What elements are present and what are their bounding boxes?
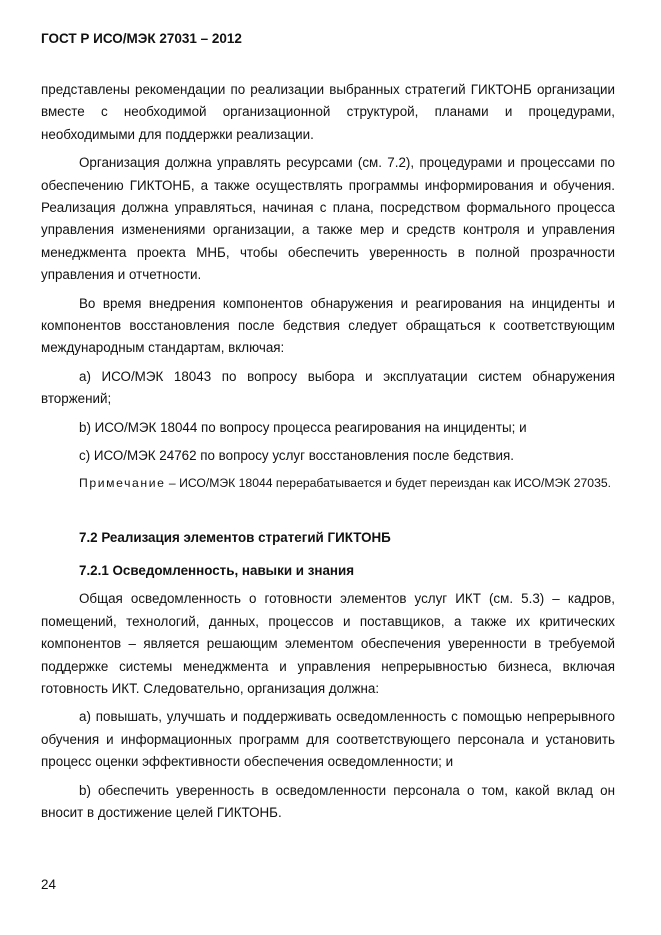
paragraph: Во время внедрения компонентов обнаружения и реагирования на инциденты и компонентов восстановления после бедствия следует обращаться к соответствующим международным стандартам, включая: bbox=[41, 295, 615, 356]
subsection-heading: 7.2.1 Осведомленность, навыки и знания bbox=[79, 562, 355, 578]
note-label: Примечание bbox=[79, 475, 166, 490]
list-item: а) ИСО/МЭК 18043 по вопросу выбора и эксплуатации систем обнаружения вторжений; bbox=[41, 368, 615, 407]
note-text: – ИСО/МЭК 18044 перерабатывается и будет переиздан как ИСО/МЭК 27035. bbox=[165, 475, 612, 490]
document-header: ГОСТ Р ИСО/МЭК 27031 – 2012 bbox=[41, 31, 242, 46]
list-item: а) повышать, улучшать и поддерживать осведомленность с помощью непрерывного обучения и информационных программ для соответствующего персонала и установить процесс оценки эффективности обеспечения осведомленности; и bbox=[41, 709, 615, 770]
paragraph: представлены рекомендации по реализации выбранных стратегий ГИКТОНБ организации вместе с необходимой организационной структурой, планами и процедурами, необходимыми для поддержки реализации. bbox=[41, 82, 615, 142]
section-heading: 7.2 Реализация элементов стратегий ГИКТОНБ bbox=[79, 529, 391, 545]
paragraph: Организация должна управлять ресурсами (см. 7.2), процедурами и процессами по обеспечению ГИКТОНБ, а также осуществлять программы информирования и обучения. Реализация должна управляться, начиная с плана, посредством формального процесса управления изменениями организации, а также мер и средств контроля и управления менеджмента проекта МНБ, чтобы обеспечить уверенность в полной прозрачности управления и отчетности. bbox=[41, 155, 615, 283]
list-item: c) ИСО/МЭК 24762 по вопросу услуг восстановления после бедствия. bbox=[79, 448, 514, 464]
list-item: b) ИСО/МЭК 18044 по вопросу процесса реагирования на инциденты; и bbox=[79, 419, 527, 435]
note bbox=[41, 472, 615, 494]
page-body bbox=[41, 79, 615, 824]
page-number: 24 bbox=[41, 877, 56, 892]
paragraph: Общая осведомленность о готовности элементов услуг ИКТ (см. 5.3) – кадров, помещений, технологий, данных, процессов и поставщиков, а также их критических компонентов – является решающим элементом обеспечения уверенности в требуемой поддержке системы менеджмента и управления непрерывностью бизнеса, включая готовность ИКТ. Следовательно, организация должна: bbox=[41, 591, 615, 696]
list-item: b) обеспечить уверенность в осведомленности персонала о том, какой вклад он вносит в достижение целей ГИКТОНБ. bbox=[41, 782, 615, 820]
